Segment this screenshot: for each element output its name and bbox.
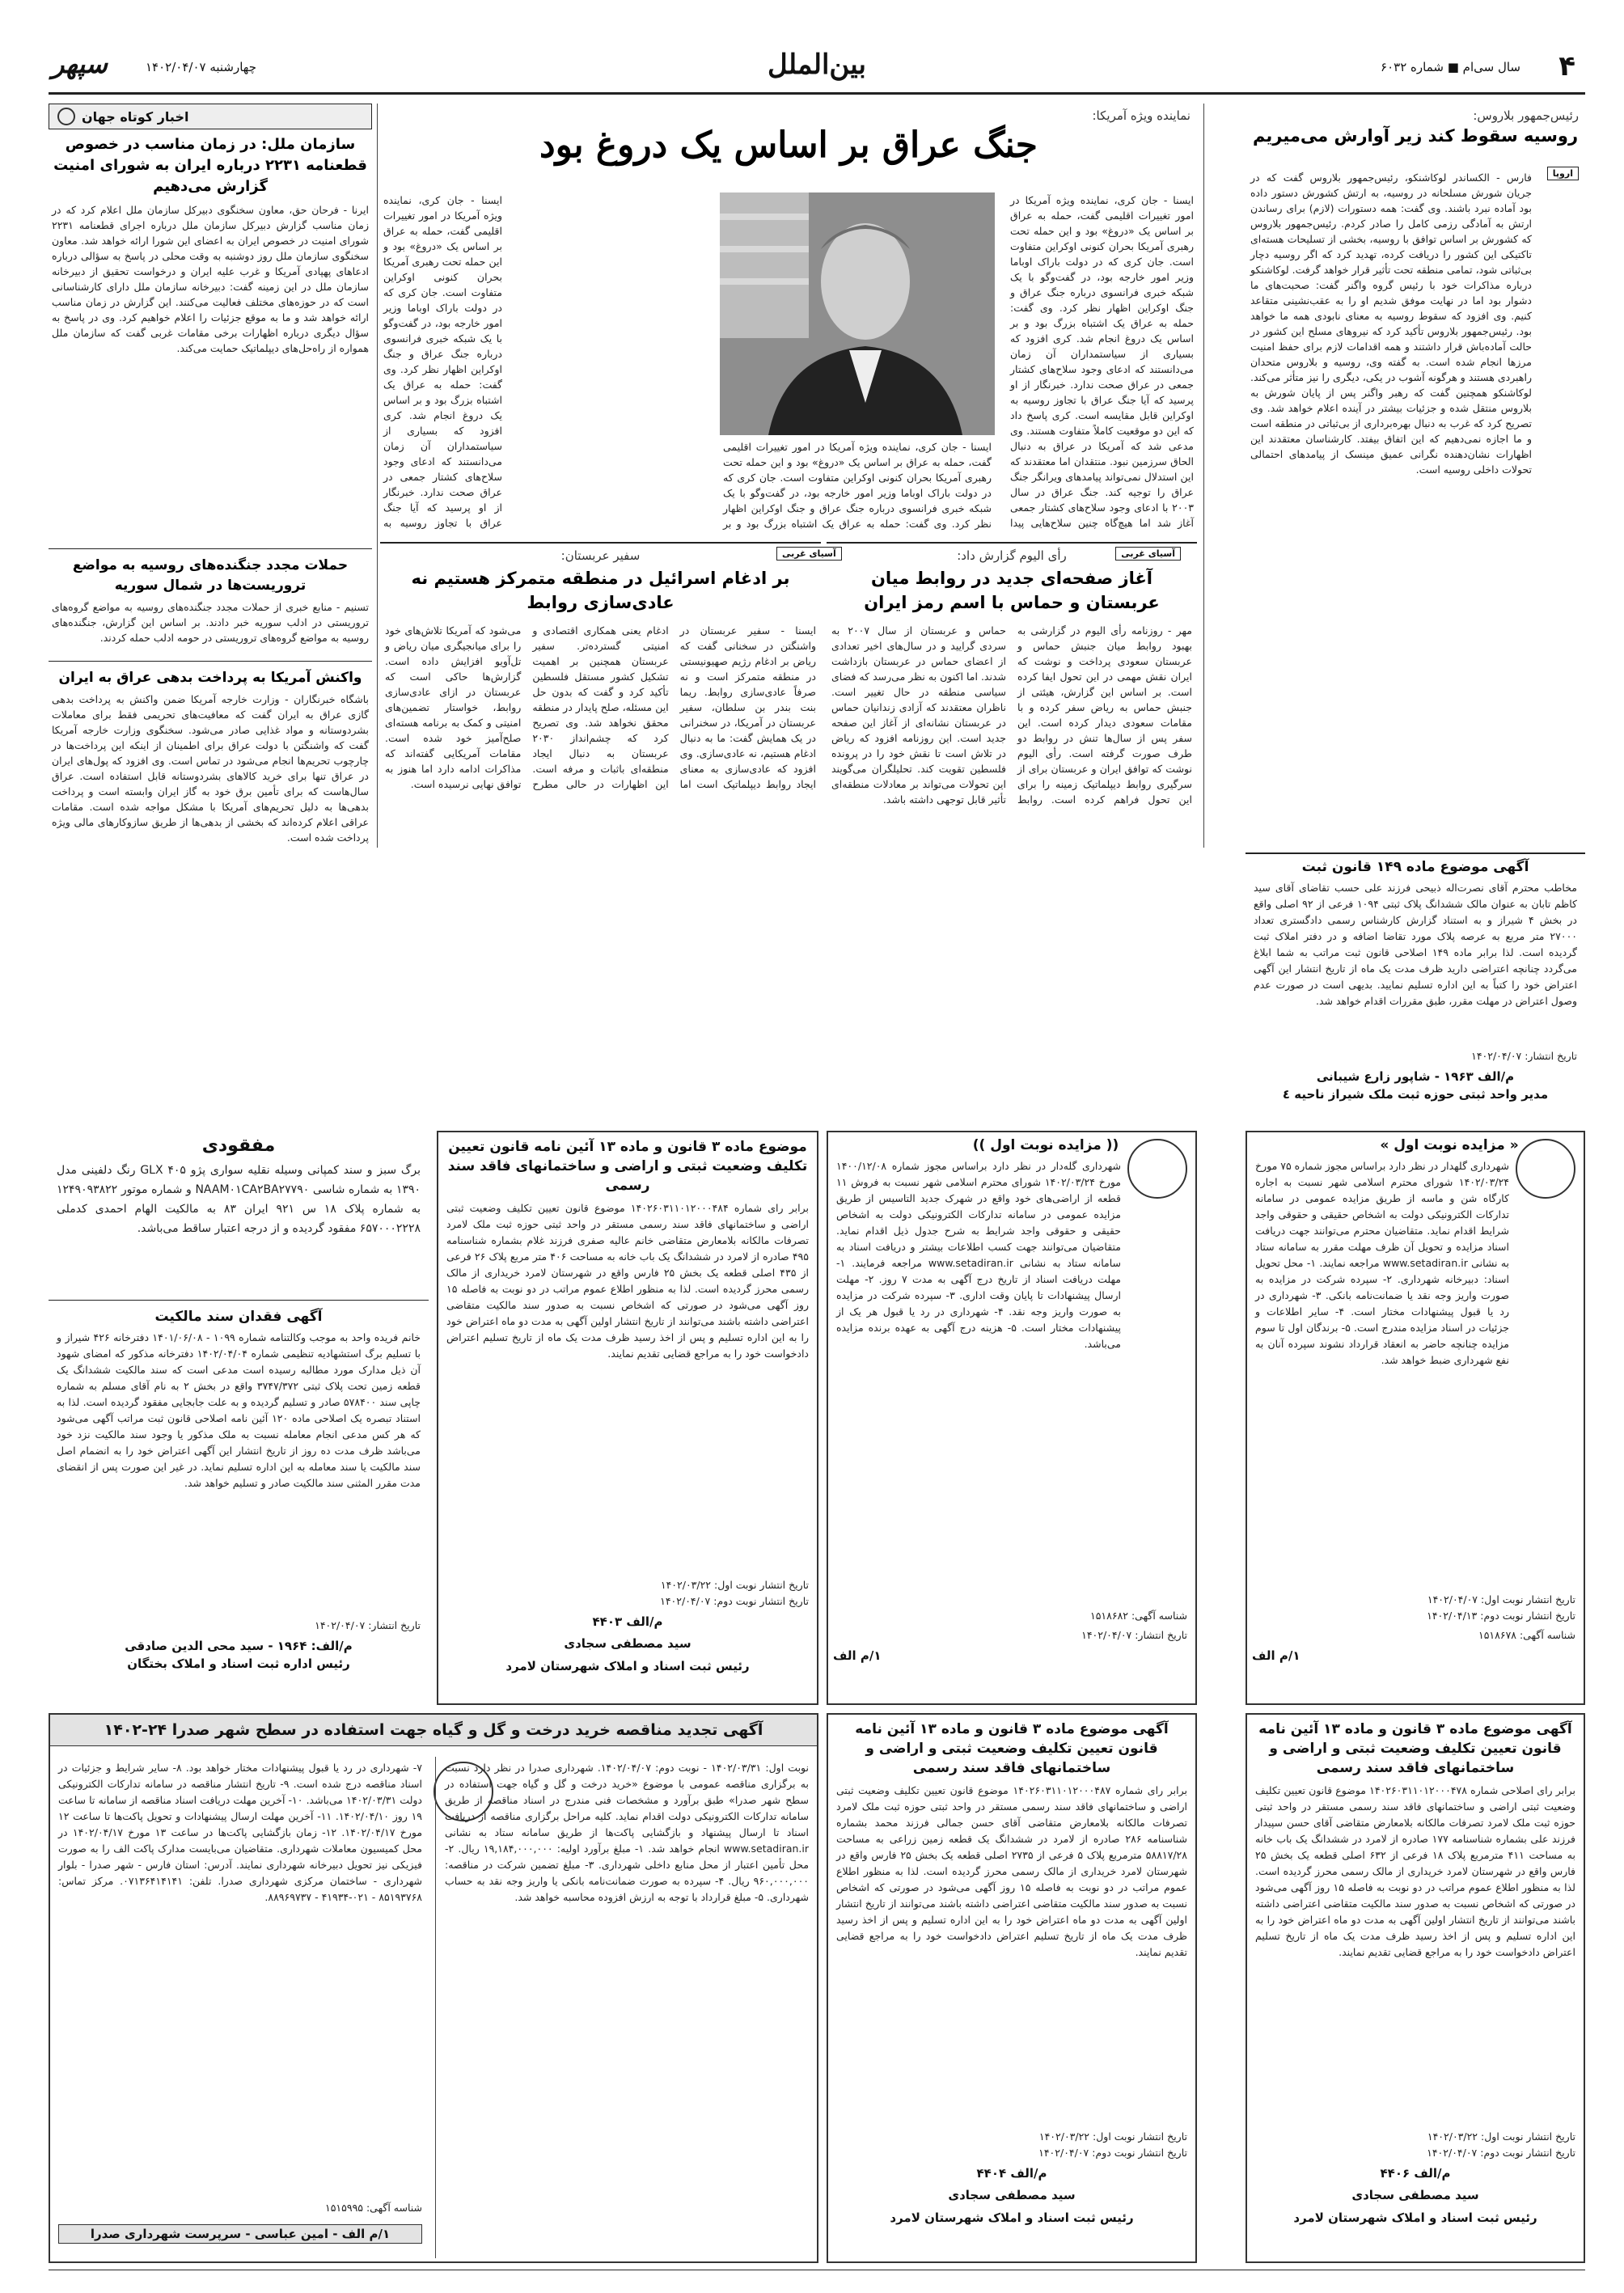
sidebar-header-title: اخبار کوتاه جهان — [82, 108, 189, 125]
ad-body-left: ۷- شهرداری در رد یا قبول پیشنهادات مختار خواهد بود. ۸- سایر شرایط و جزئیات در اسناد مناقصه درج شده است. ۹- تاریخ انتشار مناقصه در سامانه تدارکات الکترونیکی دولت ۱۴۰۲/۰۳/۳۱ می‌باشد. ۱۰- آخرین مهلت دریافت اسناد مناقصه از سامانه تا ساعت ۱۹ روز ۱۴۰۲/۰۴/۱۰. ۱۱- آخرین مهلت ارسال پیشنهادات و تحویل پاکت‌ها تا ساعت ۱۲ مورخ ۱۴۰۲/۰۴/۱۷. ۱۲- زمان بازگشایی پاکت‌ها در ساعت ۱۳ مورخ ۱۴۰۲/۰۴/۱۷ در محل کمیسیون معاملات شهرداری. متقاضیان می‌بایست مدارک پاکت الف را به صورت فیزیکی نیز تحویل دبیرخانه شهرداری نمایند. آدرس: استان فارس - شهر صدرا - بلوار شهرداری - ساختمان مرکزی شهرداری صدرا. تلفن: ۰۷۱۳۶۴۱۴۱۴۱. مرکز تماس: ۸۵۱۹۳۷۶۸ - ۰۲۱-۴۱۹۳۴ - ۸۸۹۶۹۷۳۷. — [58, 1762, 423, 1903]
article-body: فارس - الکساندر لوکاشنکو، رئیس‌جمهور بلاروس گفت که در جریان شورش مسلحانه در روسیه، به ارتش کشورش دستور داده بود آماده نبرد باشند. وی گفت: همه دستورات (لازم) برای رساندن ارتش به آمادگی رزمی کامل را صادر کردم. رئیس‌جمهور بلاروس که کشورش بر اساس توافق با روسیه، بخشی از تسلیحات هسته‌ای تاکتیکی این کشور را دریافت کرده، تهدید کرد که اگر روسیه دچار بی‌ثباتی شود، تمامی منطقه تحت تأثیر قرار خواهد گرفت. لوکاشنکو درباره مذاکرات خود با رئیس گروه واگنر گفت: صحبت‌های ما دشوار بود اما در نهایت موفق شدیم او را به عقب‌نشینی متقاعد کنیم. وی افزود که سقوط روسیه به معنای نابودی همه ما خواهد بود. رئیس‌جمهور بلاروس تأکید کرد که نیروهای مسلح این کشور در حالت آماده‌باش قرار داشتند و همه اقدامات لازم برای حفظ امنیت مرزها انجام شده است. به گفته وی، روسیه و بلاروس متحدان راهبردی هستند و هرگونه آشوب در یکی، دیگری را نیز متأثر می‌کند. لوکاشنکو همچنین گفت که رهبر واگنر پس از پایان شورش به بلاروس منتقل شده و جزئیات بیشتر در آینده اعلام خواهد شد. وی تصریح کرد که غرب به دنبال بهره‌برداری از بی‌ثباتی در منطقه است و ما اجازه نمی‌دهیم که این اتفاق بیفتد. کارشناسان معتقدند این اظهارات نشان‌دهنده نگرانی عمیق مینسک از پیامدهای احتمالی تحولات داخلی روسیه است. — [1250, 171, 1532, 476]
article-hamas — [827, 542, 1197, 848]
sidebar-item-body: تسنیم - منابع خبری از حملات مجدد جنگنده‌های روسیه به مواضع گروه‌های تروریستی در ادلب سوریه خبر دادند. بر اساس این گزارش، جنگنده‌های روسیه به مواضع گروه‌های تروریستی در حومه ادلب حمله کردند. — [52, 601, 369, 644]
ad-title: آگهی موضوع ماده ۳ قانون و ماده ۱۳ آئین نامه قانون تعیین تکلیف وضعیت ثبتی و اراضی و ساختمانهای فاقد سند رسمی — [1258, 1721, 1572, 1776]
masthead — [49, 49, 1585, 87]
ad-body: شهرداری گله‌دار در نظر دارد براساس مجوز شماره ۱۴۰۰/۱۲/۰۸ مورخ ۱۴۰۲/۰۳/۲۴ شورای محترم اسلامی شهر نسبت به فروش ۱۱ قطعه از اراضی‌های خود واقع در شهرک جدید التاسیس از طریق مزایده عمومی در سامانه تدارکات الکترونیکی دولت به اشخاص حقیقی و حقوقی واجد شرایط به شرح جدول ذیل اقدام نماید. متقاضیان می‌توانند جهت کسب اطلاعات بیشتر و دریافت اسناد به سامانه ستاد به نشانی www.setadiran.ir مراجعه فرمایند. ۱- مهلت دریافت اسناد از تاریخ درج آگهی به مدت ۷ روز. ۲- مهلت ارسال پیشنهادات تا پایان وقت اداری. ۳- سپرده شرکت در مزایده به صورت واریز وجه نقد. ۴- شهرداری در رد یا قبول هر یک از پیشنهادات مختار است. ۵- هزینه درج آگهی به عهده برنده مزایده می‌باشد. — [836, 1160, 1122, 1350]
ad-title: مفقودی — [201, 1136, 276, 1156]
article-kicker: رأی الیوم گزارش داد: — [957, 548, 1067, 563]
article-kicker: سفیر عربستان: — [560, 548, 641, 563]
article-israel — [380, 542, 821, 848]
ad-title: موضوع ماده ۳ قانون و ماده ۱۳ آئین نامه قانون تعیین تکلیف وضعیت ثبتی و اراضی و ساختمانهای فاقد سند رسمی — [447, 1139, 808, 1194]
article-kicker: رئیس‌جمهور بلاروس: — [1473, 108, 1579, 123]
ad-title: آگهی موضوع ماده ۱۴۹ قانون ثبت — [1301, 859, 1529, 875]
ad-title: « مزایده نوبت اول » — [1380, 1137, 1519, 1153]
ad-code: شناسه آگهی: ۱۵۱۵۹۹۵ — [325, 2202, 422, 2214]
ad-article-149 — [1245, 852, 1585, 1123]
article-body: ایسنا - سفیر عربستان در واشنگتن در سخنانی گفت که ریاض بر ادغام رژیم صهیونیستی در منطقه متمرکز است و نه صرفاً عادی‌سازی روابط. ریما بنت بندر بن سلطان، سفیر عربستان در آمریکا، در سخنرانی در یک همایش گفت: ما به دنبال ادغام هستیم، نه عادی‌سازی. وی افزود که عادی‌سازی به معنای ایجاد روابط دیپلماتیک است اما ادغام یعنی همکاری اقتصادی و امنیتی گسترده‌تر. سفیر عربستان همچنین بر اهمیت تشکیل کشور مستقل فلسطین تأکید کرد و گفت که بدون حل این مسئله، صلح پایدار در منطقه محقق نخواهد شد. وی تصریح کرد که چشم‌انداز ۲۰۳۰ عربستان به دنبال ایجاد منطقه‌ای باثبات و مرفه است. این اظهارات در حالی مطرح می‌شود که آمریکا تلاش‌های خود را برای میانجیگری میان ریاض و تل‌آویو افزایش داده است. گزارش‌ها حاکی است که عربستان در ازای عادی‌سازی روابط، خواستار تضمین‌های امنیتی و کمک به برنامه هسته‌ای صلح‌آمیز خود شده است. مقامات آمریکایی گفته‌اند که مذاکرات ادامه دارد اما هنوز به توافق نهایی نرسیده است. — [385, 624, 816, 790]
article-headline: آغاز صفحه‌ای جدید در روابط میان عربستان و حماس با اسم رمز ایران — [864, 569, 1160, 612]
ad-date: تاریخ انتشار: ۱۴۰۲/۰۴/۰۷ — [1471, 1050, 1577, 1062]
category-tag: آسیای غربی — [1115, 547, 1181, 561]
article-iraq — [380, 104, 1197, 540]
ad-auction-right — [1245, 1131, 1585, 1705]
sidebar-item-headline: واکنش آمریکا به پرداخت بدهی عراق به ایران — [49, 661, 372, 692]
article-headline: جنگ عراق بر اساس یک دروغ بود — [539, 125, 1038, 166]
ad-code: م/الف ۴۴۰۳ — [592, 1614, 663, 1629]
article-body: مهر - روزنامه رأی الیوم در گزارشی به بهبود روابط میان جنبش حماس و عربستان سعودی پرداخت و نوشت که ایران نقش مهمی در این تحول ایفا کرده است. بر اساس این گزارش، هیئتی از جنبش حماس به ریاض سفر کرده و با مقامات سعودی دیدار کرده است. این سفر پس از سال‌ها تنش در روابط دو طرف صورت گرفته است. رأی الیوم نوشت که توافق ایران و عربستان برای از سرگیری روابط دیپلماتیک زمینه را برای این تحول فراهم کرده است. روابط حماس و عربستان از سال ۲۰۰۷ به سردی گرایید و در سال‌های اخیر تعدادی از اعضای حماس در عربستان بازداشت شدند. اما اکنون به نظر می‌رسد که فضای سیاسی منطقه در حال تغییر است. ناظران معتقدند که آزادی زندانیان حماس در عربستان نشانه‌ای از آغاز این صفحه جدید است. این روزنامه افزود که ریاض در تلاش است تا نقش خود را در پرونده فلسطین تقویت کند. تحلیلگران می‌گویند این تحولات می‌تواند بر معادلات منطقه‌ای تأثیر قابل توجهی داشته باشد. — [831, 624, 1192, 806]
ad-signature: ۱/م الف — [1252, 1648, 1300, 1663]
ad-tender — [49, 1713, 818, 2263]
ad-date: تاریخ انتشار نوبت اول: ۱۴۰۲/۰۳/۲۲ تاریخ انتشار نوبت دوم: ۱۴۰۲/۰۴/۰۷ — [1427, 2130, 1575, 2159]
ad-registration-4403 — [437, 1131, 818, 1705]
ad-title: آگهی تجدید مناقصه خرید درخت و گل و گیاه جهت استفاده در سطح شهر صدرا ۲۴-۱۴۰۲ — [50, 1715, 817, 1746]
article-body-left: ایسنا - جان کری، نماینده ویژه آمریکا در امور تغییرات اقلیمی گفت، حمله به عراق بر اساس یک «دروغ» بود و این حمله تحت رهبری آمریکا بحران کنونی اوکراین متفاوت است. جان کری که در دولت باراک اوباما وزیر امور خارجه بود، در گفت‌وگو با یک شبکه خبری فرانسوی درباره جنگ عراق و جنگ اوکراین اظهار نظر کرد. وی گفت: حمله به عراق یک اشتباه بزرگ بود و بر اساس یک دروغ انجام شد. کری افزود که بسیاری از سیاستمداران آن زمان می‌دانستند که ادعای وجود سلاح‌های کشتار جمعی در عراق صحت ندارد. خبرنگار از او پرسید که آیا جنگ عراق با تجاوز روسیه به — [383, 194, 502, 529]
ad-signature: مدیر واحد ثبتی حوزه ثبت ملک شیراز ناحیه ٤ — [1282, 1087, 1549, 1102]
ad-body: برابر رای شماره ۱۴۰۲۶۰۳۱۱۰۱۲۰۰۰۴۸۷ موضوع قانون تعیین تکلیف وضعیت ثبتی اراضی و ساختمانهای فاقد سند رسمی مستقر در واحد ثبتی حوزه ثبت ملک لامرد تصرفات مالکانه بلامعارض متقاضی آقای حسن جمالی فرزند محمد بشماره شناسنامه ۲۸۶ صادره از لامرد در ششدانگ یک قطعه زمین زراعی به مساحت ۵۸۸۱۷/۲۸ مترمربع پلاک ۵ فرعی از ۲۷۳۵ اصلی قطعه یک بخش ۲۵ فارس واقع در شهرستان لامرد خریداری از مالک رسمی محرز گردیده است. لذا به منظور اطلاع عموم مراتب در دو نوبت به فاصله ۱۵ روز آگهی می‌شود در صورتی که اشخاص نسبت به صدور سند مالکیت متقاضی اعتراضی داشته باشند می‌توانند از تاریخ انتشار اولین آگهی به مدت دو ماه اعتراض خود را به این اداره تسلیم و پس از اخذ رسید ظرف مدت یک ماه از تاریخ تسلیم اعتراض دادخواست خود را به مراجع قضایی تقدیم نمایند. — [836, 1784, 1188, 1958]
ad-code: م/الف ۴۴۰۴ — [976, 2166, 1047, 2181]
ad-signature: رئیس اداره ثبت اسناد و املاک بختگان — [127, 1656, 350, 1671]
ad-signature: سید مصطفی سجادی رئیس ثبت اسناد و املاک شهرستان لامرد — [1293, 2188, 1537, 2225]
page-number: ۴ — [1558, 50, 1575, 82]
ad-date: تاریخ انتشار: ۱۴۰۲/۰۴/۰۷ — [1081, 1629, 1187, 1641]
issue-info: سال سی‌ام ■ شماره ۶۰۳۲ — [1381, 60, 1520, 74]
ad-missing — [49, 1131, 429, 1301]
sidebar-item-body: ایرنا - فرحان حق، معاون سخنگوی دبیرکل سازمان ملل اعلام کرد که در زمان مناسب گزارش دبیرکل سازمان ملل درباره اجرای قطعنامه ۲۲۳۱ شورای امنیت در خصوص ایران به اعضای این شورا ارائه خواهد شد. معاون سخنگوی سازمان ملل روز دوشنبه به وقت محلی در پاسخ به سؤالی درباره ادعاهای پهپادی آمریکا و غرب علیه ایران و درخواست تحقیق از دبیرخانه سازمان ملل در این زمینه گفت: دبیرخانه سازمان ملل دارای کارشناسانی است که در حوزه‌های مختلف فعالیت می‌کنند. این گزارش در زمان مناسب ارائه خواهد شد و ما به موقع جزئیات را اعلام خواهیم کرد. وی در پاسخ به سؤال دیگری درباره اظهارات برخی مقامات غربی گفت که سازمان ملل همواره از راه‌حل‌های دیپلماتیک حمایت می‌کند. — [52, 204, 369, 354]
globe-icon — [57, 108, 75, 125]
category-tag: اروپا — [1547, 167, 1579, 180]
article-russia — [1245, 104, 1585, 848]
ad-title: آگهی موضوع ماده ۳ قانون و ماده ۱۳ آئین نامه قانون تعیین تکلیف وضعیت ثبتی و اراضی و ساختمانهای فاقد سند رسمی — [855, 1721, 1169, 1776]
ad-body: برابر رای اصلاحی شماره ۱۴۰۲۶۰۳۱۱۰۱۲۰۰۰۴۷۸ موضوع قانون تعیین تکلیف وضعیت ثبتی اراضی و ساختمانهای فاقد سند رسمی مستقر در واحد ثبتی حوزه ثبت ملک لامرد تصرفات مالکانه بلامعارض متقاضی آقای حسن سپیدار فرزند علی بشماره شناسنامه ۱۷۷ صادره از لامرد در ششدانگ یک باب خانه به مساحت ۴۱۱ مترمربع پلاک ۱۸ فرعی از ۶۳۲ اصلی قطعه یک بخش ۲۵ فارس واقع در شهرستان لامرد خریداری از مالک رسمی محرز گردیده است. لذا به منظور اطلاع عموم مراتب در دو نوبت به فاصله ۱۵ روز آگهی می‌شود در صورتی که اشخاص نسبت به صدور سند مالکیت متقاضی اعتراضی داشته باشند می‌توانند از تاریخ انتشار اولین آگهی به مدت دو ماه اعتراض خود را به این اداره تسلیم و پس از اخذ رسید ظرف مدت یک ماه از تاریخ تسلیم اعتراض دادخواست خود را به مراجع قضایی تقدیم نمایند. — [1255, 1784, 1575, 1958]
issue-date: چهارشنبه ۱۴۰۲/۰۴/۰۷ — [146, 60, 256, 74]
john-kerry-photo — [720, 192, 995, 435]
ad-code: شناسه آگهی: ۱۵۱۸۶۷۸ — [1478, 1629, 1575, 1641]
ad-signature: سید مصطفی سجادی رئیس ثبت اسناد و املاک شهرستان لامرد — [505, 1636, 750, 1673]
ad-signature: ۱/م الف - امین عباسی - سرپرست شهرداری صدرا — [58, 2224, 422, 2244]
ad-signature: سید مصطفی سجادی رئیس ثبت اسناد و املاک شهرستان لامرد — [890, 2188, 1134, 2225]
ad-title: آگهی فقدان سند مالکیت — [154, 1309, 323, 1325]
sidebar-item-body: باشگاه خبرنگاران - وزارت خارجه آمریکا ضمن واکنش به پرداخت بدهی گازی عراق به ایران گفت که معافیت‌های تحریمی فقط برای معاملات بشردوستانه و مواد غذایی صادر می‌شود. سخنگوی وزارت خارجه آمریکا گفت که واشنگتن با دولت عراق برای اطمینان از اینکه این پرداخت‌ها در چارچوب تحریم‌ها انجام می‌شود در تماس است. وی افزود که پول‌های ایران در عراق تنها برای خرید کالاهای بشردوستانه قابل استفاده است. عراق سال‌هاست که برای تأمین برق خود به گاز ایران وابسته است و پرداخت بدهی‌ها به دلیل تحریم‌های آمریکا با مشکل مواجه شده است. مقامات عراقی اعلام کرده‌اند که بخشی از بدهی‌ها از طریق سازوکارهای مالی ویژه پرداخت شده است. — [52, 693, 369, 844]
ad-auction-mid — [827, 1131, 1197, 1705]
sidebar-item-headline: حملات مجدد جنگنده‌های روسیه به مواضع تروریست‌ها در شمال سوریه — [49, 548, 372, 599]
ad-code: م/الف ۴۴۰۶ — [1380, 2166, 1451, 2181]
news-sidebar — [49, 104, 372, 848]
municipality-seal-icon — [1127, 1139, 1187, 1199]
ad-signature: ۱/م الف — [833, 1648, 882, 1663]
ad-date: تاریخ انتشار نوبت اول: ۱۴۰۲/۰۳/۲۲ تاریخ انتشار نوبت دوم: ۱۴۰۲/۰۴/۰۷ — [1038, 2130, 1187, 2159]
ad-body: مخاطب محترم آقای نصرت‌اله ذبیحی فرزند علی حسب تقاضای آقای سید کاظم تابان به عنوان مالک ششدانگ پلاک ثبتی ۱۰۹۴ فرعی از ۹۲ اصلی واقع در بخش ۴ شیراز و به استناد گزارش کارشناس رسمی دادگستری تعداد ۲۷۰۰۰ متر مربع به عرصه پلاک مورد تقاضا اضافه و در دفتر املاک ثبت گردیده است. لذا برابر ماده ۱۴۹ اصلاحی قانون ثبت مراتب به شما ابلاغ می‌گردد چنانچه اعتراضی دارید ظرف مدت یک ماه از تاریخ انتشار این آگهی اعتراض خود را کتباً به این اداره تسلیم نمایید. بدیهی است در صورت عدم وصول اعتراض در مهلت مقرر، طبق مقررات اقدام خواهد شد. — [1254, 882, 1578, 1007]
section-title: بین‌الملل — [767, 49, 867, 81]
article-body: ایسنا - جان کری، نماینده ویژه آمریکا در امور تغییرات اقلیمی گفت، حمله به عراق بر اساس یک «دروغ» بود و این حمله تحت رهبری آمریکا بحران کنونی اوکراین متفاوت است. جان کری که در دولت باراک اوباما وزیر امور خارجه بود، در گفت‌وگو با یک شبکه خبری فرانسوی درباره جنگ عراق و جنگ اوکراین اظهار نظر کرد. وی گفت: حمله به عراق یک اشتباه بزرگ بود و بر اساس یک دروغ انجام شد. کری افزود که بسیاری از سیاستمداران آن زمان می‌دانستند که ادعای وجود سلاح‌های کشتار جمعی در عراق صحت ندارد. خبرنگار از او پرسید که آیا جنگ عراق با تجاوز روسیه به اوکراین قابل مقایسه است. کری پاسخ داد که این دو موقعیت کاملاً متفاوت هستند. وی مدعی شد که آمریکا در عراق به دنبال الحاق سرزمین نبود. منتقدان اما معتقدند که این استدلال نمی‌تواند پیامدهای ویرانگر جنگ عراق را توجیه کند. جنگ عراق در سال ۲۰۰۳ با ادعای وجود سلاح‌های کشتار جمعی آغاز شد اما هیچ‌گاه چنین سلاح‌هایی پیدا — [1010, 194, 1194, 529]
ad-body: خانم فریده واحد به موجب وکالتنامه شماره ۱۰۹۹ - ۱۴۰۱/۰۶/۰۸ دفترخانه ۴۲۶ شیراز و با تسلیم برگ استشهادیه تنظیمی شماره ۱۴۰۲/۰۴/۰۴ دفترخانه مذکور که امضای شهود آن ذیل مدارک مورد مطالبه رسیده است مدعی است که سند مالکیت ششدانگ یک قطعه زمین تحت پلاک ثبتی ۳۷۴۷/۳۷۲ واقع در بخش ۲ به نام آقای مسلم به شماره چاپی سند ۵۷۸۴۰۰ صادر و تسلیم گردیده و به علت جابجایی مفقود گردیده است. لذا به استناد تبصره یک اصلاحی ماده ۱۲۰ آئین نامه اصلاحی قانون ثبت مراتب آگهی می‌شود که هر کس مدعی انجام معامله نسبت به ملک مذکور یا وجود سند مالکیت نزد خود می‌باشد ظرف مدت ده روز از تاریخ انتشار این آگهی اعتراض خود را به انضمام اصل سند مالکیت یا سند معامله به این اداره تسلیم نماید. در غیر این صورت پس از انقضای مدت مقرر المثنی سند مالکیت صادر و تسلیم خواهد شد. — [57, 1331, 421, 1489]
ad-date: تاریخ انتشار: ۱۴۰۲/۰۴/۰۷ — [315, 1619, 421, 1631]
ad-registration-4406 — [1245, 1713, 1585, 2263]
article-headline: روسیه سقوط کند زیر آوارش می‌میریم — [1252, 126, 1579, 146]
ad-body-right: نوبت اول: ۱۴۰۲/۰۳/۳۱ - نوبت دوم: ۱۴۰۲/۰۴/۰۷. شهرداری صدرا در نظر دارد نسبت به برگزاری مناقصه عمومی با موضوع «خرید درخت و گل و گیاه جهت استفاده در سطح شهر صدرا» طبق برآورد و مشخصات فنی مندرج در اسناد مناقصه از طریق سامانه تدارکات الکترونیکی دولت اقدام نماید. کلیه مراحل برگزاری مناقصه از دریافت اسناد تا ارسال پیشنهاد و بازگشایی پاکت‌ها از طریق سامانه ستاد به نشانی www.setadiran.ir انجام خواهد شد. ۱- مبلغ برآورد اولیه: ۱۹,۱۸۴,۰۰۰,۰۰۰ ریال. ۲- محل تأمین اعتبار از محل منابع داخلی شهرداری. ۳- مبلغ تضمین شرکت در مناقصه: ۹۶۰,۰۰۰,۰۰۰ ریال. ۴- سپرده به صورت ضمانت‌نامه بانکی یا واریز وجه نقد به حساب شهرداری. ۵- مبلغ قرارداد با توجه به ارزش افزوده محاسبه خواهد شد. — [445, 1762, 810, 1903]
ad-title: (( مزایده نوبت اول )) — [972, 1137, 1119, 1153]
ad-body: برگ سبز و سند کمپانی وسیله نقلیه سواری پژو ۴۰۵ GLX رنگ دلفینی مدل ۱۳۹۰ به شماره شاسی NAAM۰۱CA۲BA۲۷۷۹۰ و شماره موتور ۱۲۴۹۰۹۳۸۲۲ به شماره پلاک ۱۸ س ۹۲۱ ایران ۸۳ به مالکیت الهام احمدی کدملی ۶۵۷۰۰۰۲۲۲۸ مفقود گردیده و از درجه اعتبار ساقط می‌باشد. — [57, 1164, 421, 1235]
ad-code: م/الف ۱۹۶۳ - شاپور زارع شیبانی — [1316, 1069, 1515, 1084]
ad-body: شهرداری گلهدار در نظر دارد براساس مجوز شماره ۷۵ مورخ ۱۴۰۲/۰۳/۲۴ شورای محترم اسلامی شهر نسبت به اجاره کارگاه شن و ماسه از طریق مزایده عمومی در سامانه تدارکات الکترونیکی دولت به اشخاص حقیقی و حقوقی واجد شرایط اقدام نماید. متقاضیان محترم می‌توانند جهت دریافت اسناد مزایده و تحویل آن ظرف مهلت مقرر به سامانه ستاد به نشانی www.setadiran.ir مراجعه نمایند. ۱- محل تحویل اسناد: دبیرخانه شهرداری. ۲- سپرده شرکت در مزایده به صورت واریز وجه نقد یا ضمانت‌نامه بانکی. ۳- شهرداری در رد یا قبول پیشنهادات مختار است. ۴- سایر اطلاعات و جزئیات در اسناد مزایده مندرج است. ۵- برندگان اول تا سوم مزایده چنانچه حاضر به انعقاد قرارداد نشوند سپرده آنان به نفع شهرداری ضبط خواهد شد. — [1255, 1160, 1510, 1366]
article-kicker: نماینده ویژه آمریکا: — [1092, 108, 1191, 123]
article-headline: بر ادغام اسرائیل در منطقه متمرکز هستیم نه عادی‌سازی روابط — [411, 569, 790, 612]
article-body-continued: ایسنا - جان کری، نماینده ویژه آمریکا در امور تغییرات اقلیمی گفت، حمله به عراق بر اساس یک «دروغ» بود و این حمله تحت رهبری آمریکا بحران کنونی اوکراین متفاوت است. جان کری که در دولت باراک اوباما وزیر امور خارجه بود، در گفت‌وگو با یک شبکه خبری فرانسوی درباره جنگ عراق و جنگ اوکراین اظهار نظر کرد. وی گفت: حمله به عراق یک اشتباه بزرگ بود و بر — [723, 441, 992, 530]
ad-date: تاریخ انتشار نوبت اول: ۱۴۰۲/۰۳/۲۲ تاریخ انتشار نوبت دوم: ۱۴۰۲/۰۴/۰۷ — [660, 1579, 809, 1607]
sidebar-item-headline: سازمان ملل: در زمان مناسب در خصوص قطعنامه ۲۲۳۱ درباره ایران به شورای امنیت گزارش می‌دهیم — [53, 136, 367, 195]
category-tag: آسیای غربی — [776, 547, 842, 561]
ad-code: م/الف: ۱۹۶۴ - سید محی الدین صادقی — [125, 1639, 353, 1653]
ad-lost-deed — [49, 1304, 429, 1705]
sidebar-header — [49, 104, 372, 129]
newspaper-logo: سپهر — [52, 49, 108, 79]
municipality-seal-icon — [1516, 1139, 1575, 1199]
ad-date: تاریخ انتشار نوبت اول: ۱۴۰۲/۰۴/۰۷ تاریخ انتشار نوبت دوم: ۱۴۰۲/۰۴/۱۳ — [1427, 1593, 1575, 1622]
ad-registration-4404 — [827, 1713, 1197, 2263]
ad-body: برابر رای شماره ۱۴۰۲۶۰۳۱۱۰۱۲۰۰۰۴۸۴ موضوع قانون تعیین تکلیف وضعیت ثبتی اراضی و ساختمانهای فاقد سند رسمی مستقر در واحد ثبتی حوزه ثبت ملک لامرد تصرفات مالکانه بلامعارض متقاضی خانم عالیه صفری فرزند غلام بشماره شناسنامه ۴۹۵ صادره از لامرد در ششدانگ یک باب خانه به مساحت ۴۰۶ متر مربع پلاک ۲۶ فرعی از ۴۳۵ اصلی قطعه یک بخش ۲۵ فارس واقع در شهرستان لامرد خریداری از مالک رسمی محرز گردیده است. لذا به منظور اطلاع عموم مراتب در دو نوبت به فاصله ۱۵ روز آگهی می‌شود در صورتی که اشخاص نسبت به صدور سند مالکیت متقاضی اعتراضی داشته باشند می‌توانند از تاریخ انتشار اولین آگهی به مدت دو ماه اعتراض خود را به این اداره تسلیم و پس از اخذ رسید ظرف مدت یک ماه از تاریخ تسلیم اعتراض دادخواست خود را به مراجع قضایی تقدیم نمایند. — [446, 1202, 810, 1360]
ad-code: شناسه آگهی: ۱۵۱۸۶۸۲ — [1090, 1610, 1187, 1622]
